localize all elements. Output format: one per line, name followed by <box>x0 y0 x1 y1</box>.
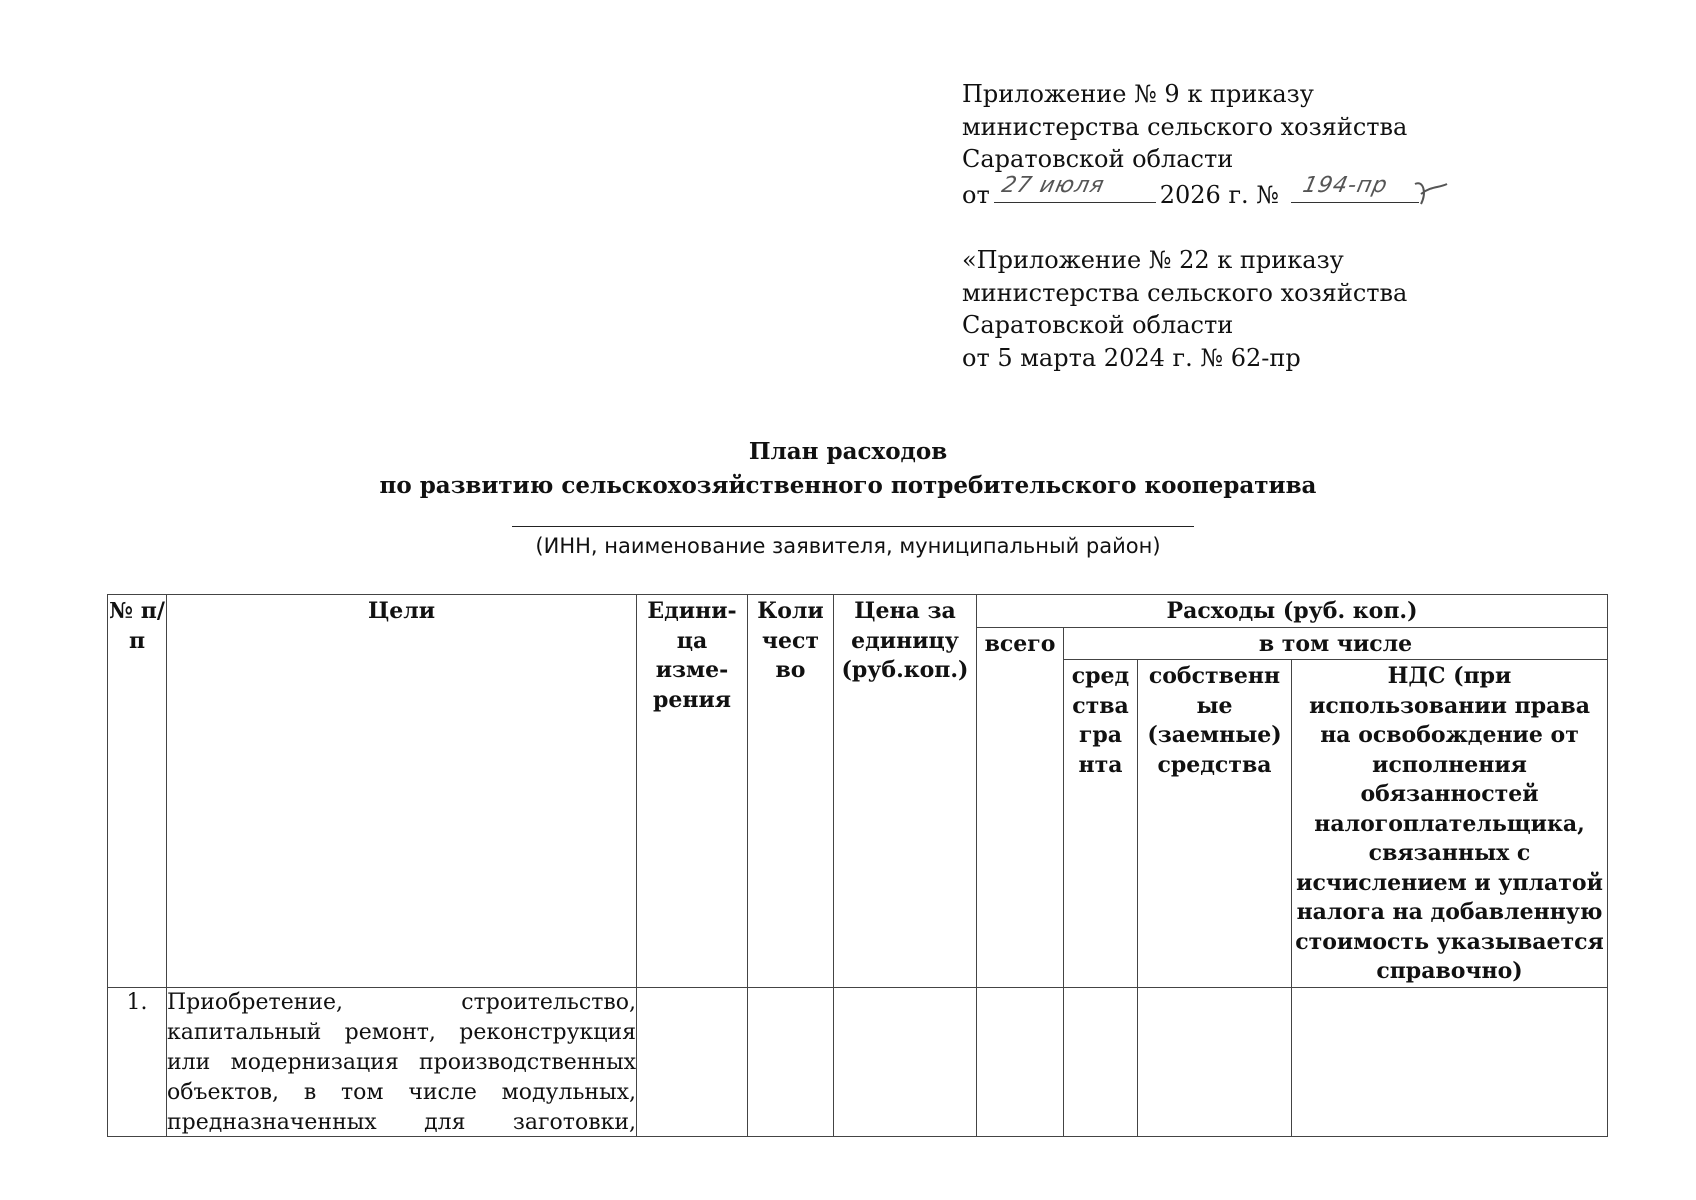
number-blank <box>1291 172 1419 203</box>
applicant-caption: (ИНН, наименование заявителя, муниципальный район) <box>535 534 1161 558</box>
document-subtitle: по развитию сельскохозяйственного потребительского кооператива <box>379 472 1317 499</box>
table-row <box>108 987 1608 1136</box>
handwriting-stroke-icon <box>1413 174 1453 210</box>
header-quantity: Коли чест во <box>748 595 834 988</box>
date-prefix: от <box>962 180 990 209</box>
header-expenses: Расходы (руб. коп.) <box>977 595 1608 628</box>
row-number: 1. <box>108 987 167 1136</box>
applicant-fill-line <box>512 526 1194 527</box>
appendix-original-line1: «Приложение № 22 к приказу <box>962 246 1344 274</box>
header-including: в том числе <box>1064 627 1608 660</box>
appendix-original-block <box>962 244 1407 374</box>
appendix-current-date-line <box>962 172 1419 209</box>
header-grant-funds: сред ства гра нта <box>1064 660 1138 988</box>
document-title: План расходов <box>748 438 948 465</box>
header-goals: Цели <box>167 595 637 988</box>
appendix-current-line1: Приложение № 9 к приказу <box>962 80 1314 108</box>
appendix-current-block <box>962 78 1419 208</box>
handwritten-date: 27 июля <box>999 172 1107 198</box>
appendix-original-line3: Саратовской области <box>962 311 1234 339</box>
date-blank <box>994 172 1156 203</box>
row-vat <box>1292 987 1608 1136</box>
header-unit: Едини-ца изме-рения <box>637 595 748 988</box>
header-own-funds: собственн ые (заемные) средства <box>1138 660 1292 988</box>
appendix-original-line2: министерства сельского хозяйства <box>962 278 1408 307</box>
header-unit-price: Цена за единицу (руб.коп.) <box>834 595 977 988</box>
header-vat: НДС (при использовании права на освобождение от исполнения обязанностей налогоплательщика, связанных с исчислением и уплатой налога на добавленную стоимость указывается справочно) <box>1292 660 1608 988</box>
expense-plan-table <box>107 594 1608 1137</box>
row-goal-text: Приобретение, строительство, капитальный ремонт, реконструкция или модернизация производственных объектов, в том числе модульных, предназначенных для заготовки, <box>167 989 636 1135</box>
handwritten-number: 194-пр <box>1300 172 1391 198</box>
appendix-current-line2: министерства сельского хозяйства <box>962 112 1408 141</box>
header-number: № п/п <box>108 595 167 988</box>
year-text: 2026 г. № <box>1159 180 1279 209</box>
row-unit-price <box>834 987 977 1136</box>
row-grant-funds <box>1064 987 1138 1136</box>
header-total: всего <box>977 627 1064 987</box>
appendix-current-line3: Саратовской области <box>962 145 1234 173</box>
row-quantity <box>748 987 834 1136</box>
row-total <box>977 987 1064 1136</box>
row-unit <box>637 987 748 1136</box>
row-goal <box>167 987 637 1136</box>
row-own-funds <box>1138 987 1292 1136</box>
appendix-original-line4: от 5 марта 2024 г. № 62-пр <box>962 343 1301 372</box>
